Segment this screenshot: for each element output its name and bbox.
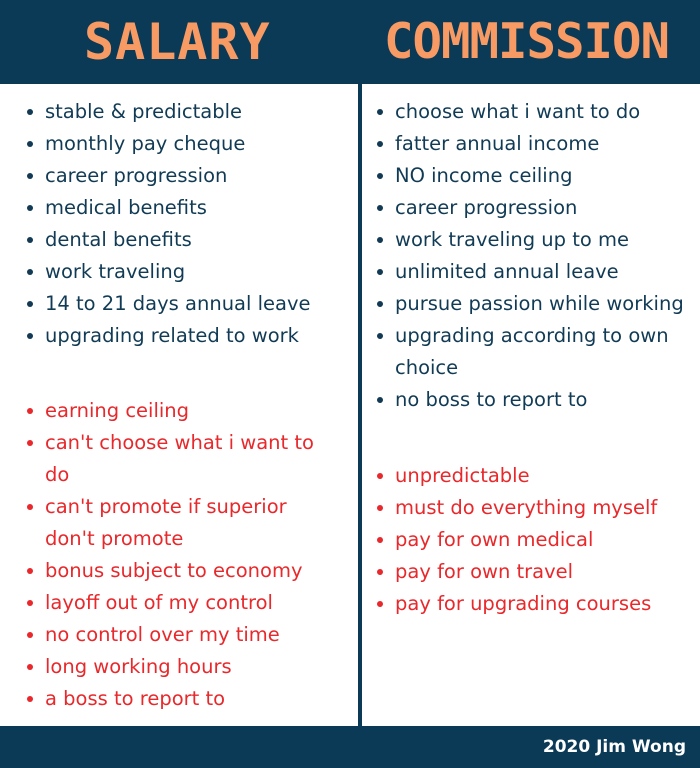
commission-cons-list bbox=[374, 460, 696, 620]
commission-column bbox=[374, 96, 696, 620]
salary-cons-list bbox=[24, 395, 342, 715]
salary-con-item: layoff out of my control bbox=[24, 587, 342, 619]
column-divider bbox=[358, 84, 362, 726]
commission-pro-item: unlimited annual leave bbox=[374, 256, 696, 288]
commission-pro-item: upgrading according to own choice bbox=[374, 320, 696, 384]
commission-pro-item: career progression bbox=[374, 192, 696, 224]
commission-con-item: unpredictable bbox=[374, 460, 696, 492]
salary-con-item: long working hours bbox=[24, 651, 342, 683]
salary-con-item: earning ceiling bbox=[24, 395, 342, 427]
salary-con-item: no control over my time bbox=[24, 619, 342, 651]
salary-pro-item: medical benefits bbox=[24, 192, 342, 224]
header-banner bbox=[0, 0, 700, 84]
salary-pros-list bbox=[24, 96, 342, 352]
salary-pro-item: work traveling bbox=[24, 256, 342, 288]
salary-column bbox=[24, 96, 342, 715]
commission-con-item: pay for own medical bbox=[374, 524, 696, 556]
commission-pro-item: choose what i want to do bbox=[374, 96, 696, 128]
salary-pro-item: 14 to 21 days annual leave bbox=[24, 288, 342, 320]
salary-con-item: can't choose what i want to do bbox=[24, 427, 342, 491]
salary-con-item: a boss to report to bbox=[24, 683, 342, 715]
salary-con-item: can't promote if superior don't promote bbox=[24, 491, 342, 555]
author-credit: 2020 Jim Wong bbox=[542, 737, 686, 757]
commission-con-item: must do everything myself bbox=[374, 492, 696, 524]
salary-pro-item: career progression bbox=[24, 160, 342, 192]
salary-pro-item: dental benefits bbox=[24, 224, 342, 256]
salary-pro-item: upgrading related to work bbox=[24, 320, 342, 352]
commission-heading: COMMISSION bbox=[384, 13, 670, 70]
commission-pro-item: work traveling up to me bbox=[374, 224, 696, 256]
salary-heading: SALARY bbox=[84, 13, 271, 71]
commission-con-item: pay for upgrading courses bbox=[374, 588, 696, 620]
footer-banner bbox=[0, 726, 700, 768]
commission-pro-item: no boss to report to bbox=[374, 384, 696, 416]
commission-pros-list bbox=[374, 96, 696, 416]
commission-pro-item: NO income ceiling bbox=[374, 160, 696, 192]
commission-pro-item: pursue passion while working bbox=[374, 288, 696, 320]
salary-pro-item: monthly pay cheque bbox=[24, 128, 342, 160]
salary-con-item: bonus subject to economy bbox=[24, 555, 342, 587]
commission-con-item: pay for own travel bbox=[374, 556, 696, 588]
commission-pro-item: fatter annual income bbox=[374, 128, 696, 160]
salary-pro-item: stable & predictable bbox=[24, 96, 342, 128]
